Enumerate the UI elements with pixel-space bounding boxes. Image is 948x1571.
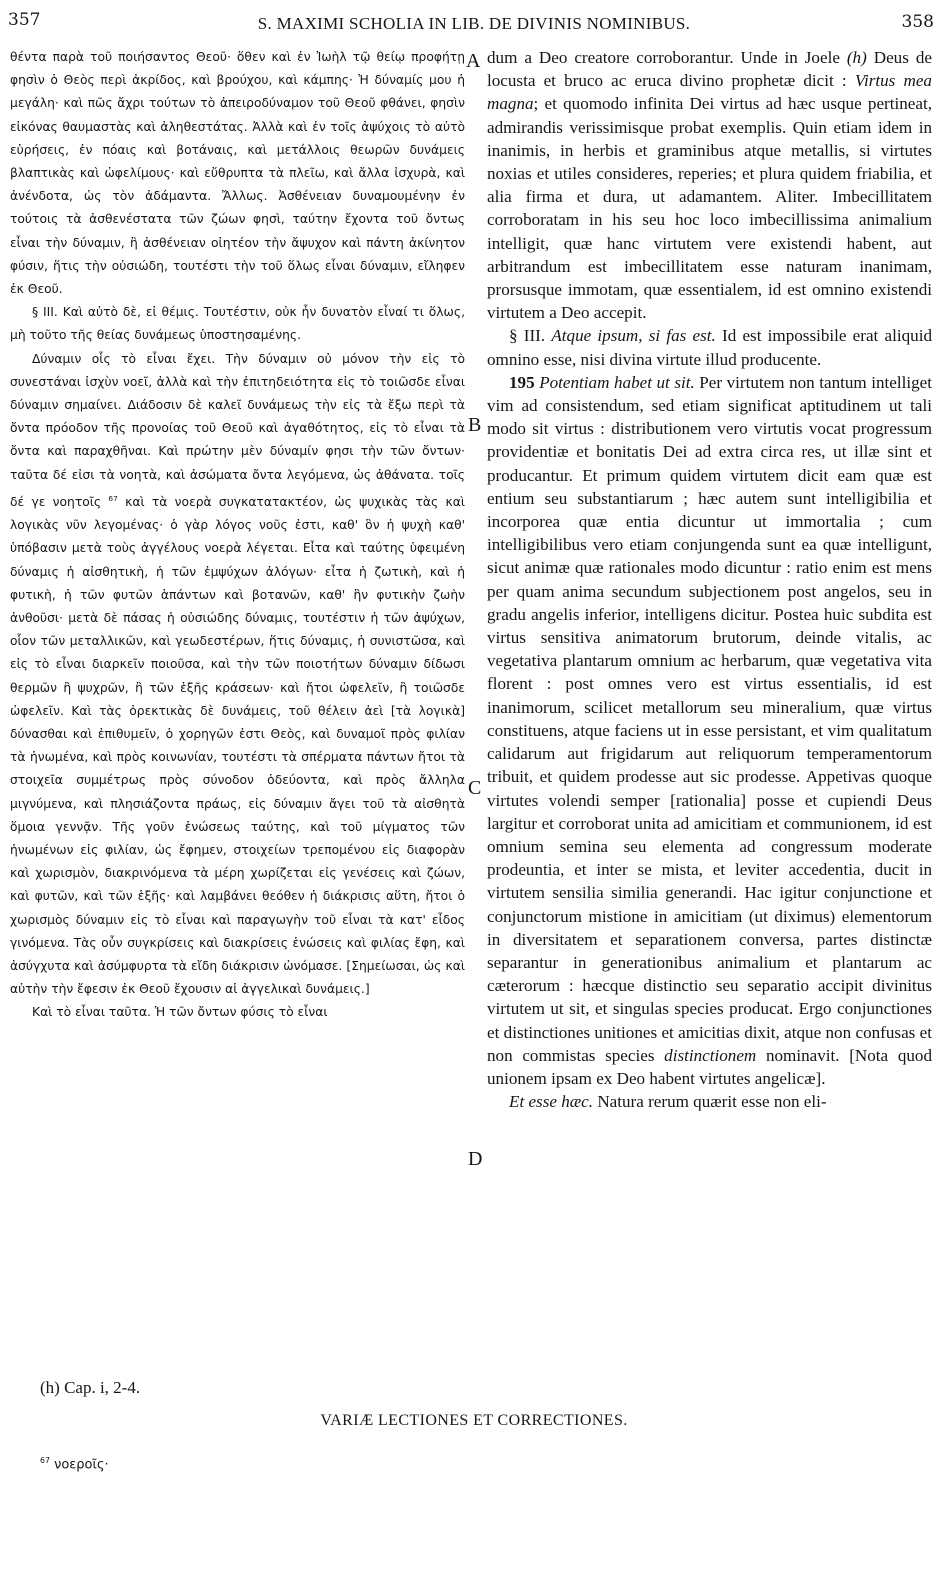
greek-section-3 bbox=[10, 301, 465, 347]
variant-reading bbox=[40, 1456, 109, 1472]
latin-paragraph bbox=[487, 46, 932, 324]
greek-section-text: Καὶ αὐτὸ δὲ, εἰ θέμις. Τουτέστιν, οὐκ ἦν δυνατὸν εἶναί τι ὅλως, μὴ τοῦτο τῆς θείας δυνάμεως ὑποστησαμένης. bbox=[10, 305, 465, 343]
greek-paragraph: θέντα παρὰ τοῦ ποιήσαντος Θεοῦ· ὅθεν καὶ ἐν Ἰωὴλ τῷ θείῳ προφήτῃ φησὶν ὁ Θεὸς περὶ ἀκρίδος, καὶ βρούχου, καὶ κάμπης· Ἡ δύναμίς μου ἡ μεγάλη· καὶ πῶς ἄχρι τούτων τὸ ἀπειροδύναμον τοῦ Θεοῦ φθάνει, φησὶν εἰκόνας θαυμαστὰς καὶ ἀληθεστάτας. Ἀλλὰ καὶ ἐν τοῖς ἀψύχοις τὸ αὐτὸ εὑρήσεις, ἐν πόαις καὶ βοτάναις, καὶ μετάλλοις θεωρῶν δυνάμεις βλαπτικὰς καὶ ὠφελίμους· καὶ εὔθρυπτα τὰ πλεῖω, καὶ ἄλλα ἰσχυρὰ, καὶ ἀνένδοτα, ὡς τὸν ἀδάμαντα. Ἄλλως. Ἀσθένειαν δυναμουμένην ἐν τούτοις τὰ ἀσθενέστατα τῶν ζώων φησὶ, ταύτην ἔχοντα τοῦ ὄντως εἶναι τὴν δύναμιν, ἢ ἀσθένειαν οἰητέον τὴν ἄψυχον καὶ πάντη ἀκίνητον φύσιν, ἥτις τὴν οὐσιώδη, τουτέστι τὴν τοῦ ὅλως εἶναι δύναμιν, εἴληφεν ἐκ Θεοῦ. bbox=[10, 50, 465, 297]
footnote-marker: 67 bbox=[108, 493, 118, 503]
footnote: (h) Cap. i, 2-4. bbox=[40, 1378, 141, 1397]
column-number: 195 bbox=[509, 372, 535, 392]
latin-text: ; et quomodo infinita Dei virtus ad hæc usque pertineat, admirandis verissimisque probat exemplis. Quin etiam idem in inanimis, in herbis et graminibus atque metallis, si virtutes noxias et utiles consideres, reperies; et plura quidem friabilia, et alia firma et dura, ut adamantem. Aliter. Imbecillitatem corroboratam in his seu hoc loco imbecillissima animalium intelligit, quæ hanc virtutem vere existendi habent, aut arbitrandum est imbecillitatem esse naturam inanimam, prorsusque immotam, quæ essentialem, id est omnino existendi virtutem a Deo accepit. bbox=[487, 94, 932, 323]
latin-lemma: Et esse hæc. bbox=[509, 1092, 594, 1112]
latin-paragraph bbox=[487, 1090, 932, 1113]
latin-reference: (h) bbox=[846, 48, 867, 67]
running-header bbox=[0, 0, 948, 36]
variant-text: νοεροῖς· bbox=[54, 1457, 109, 1473]
variant-number: 67 bbox=[40, 1456, 50, 1465]
margin-letter-b: B bbox=[468, 414, 482, 436]
latin-quote: Virtus mea magna bbox=[487, 71, 932, 114]
latin-paragraph bbox=[487, 371, 932, 1090]
latin-text: Per virtutem non tantum intelliget vim ad consistendum, sed etiam significat aptitudinem ut tali modo sit virtus : distributionem vero virtutis vocat progressum providentiæ et bonitatis Dei ad extra circa res, ut illæ sint et producantur. Et primum quidem virtutem dicit eam quæ est entium seu substantiarum ; hæc autem sunt intelligibilia et incorporea quæ entia dicuntur ut immortalia ; cum intelligibilibus vero etiam conjungenda sunt ea quæ intelligunt, sicut animæ quæ rationales modo dicuntur : ratio enim est mens per quam anima secundum subjectionem post angelos, seu in gradu angelis inferior, intelligens dicitur. Postea huic subdita est virtus sensitiva animatorum brutorum, deinde vitalis, ac vegetativa plantarum omnium ac herbarum, quæ vegetativa vita florent : post omnes vero est virtus essentialis, id est inanimorum, scilicet metallorum seu mineralium, quæ virtus constituens, atque faciens ut in esse persistant, et vim qualitatum calidarum aut frigidarum aut reliquorum temperamentorum tribuit, et quidem prodesse aut sic prodesse. Appetivas quoque virtutes volendi semper [rationalia] posse et cupiendi Deus largitur et corroborat unita ad amicitiam et communionem, id est omnium semina seu elementa ad congressum moderate prodeuntia, et inter se mista, et leviter accedentia, ducit in virtutem sensilia similia generandi. Hac igitur conjunctione et conjunctorum mistione in amicitiam (ut diximus) elementorum in diversitatem et separationem conversa, partes distinctæ separantur in generationibus animalium et plantarum ac cæterorum : hæcque distinctio seu separatio accipit divinitus virtutem ut sit, et singulas species producat. Ergo conjunctiones et distinctiones unitiones et amicitias dixit, atque non confusas et non commistas species bbox=[487, 372, 933, 1065]
variae-lectiones-heading: VARIÆ LECTIONES ET CORRECTIONES. bbox=[320, 1412, 628, 1429]
running-head-title: S. MAXIMI SCHOLIA IN LIB. DE DIVINIS NOMINIBUS. bbox=[257, 14, 691, 33]
margin-letter-d: D bbox=[468, 1148, 483, 1170]
margin-letter-a: A bbox=[466, 50, 481, 72]
latin-lemma: Potentiam habet ut sit. bbox=[539, 372, 695, 392]
latin-text: nominavit. [Nota quod unionem ipsam ex Deo habent virtutes angelicæ]. bbox=[487, 1045, 933, 1088]
margin-letter-c: C bbox=[468, 777, 482, 799]
latin-italic-word: distinctionem bbox=[664, 1045, 757, 1065]
greek-text: Δύναμιν οἷς τὸ εἶναι ἔχει. Τὴν δύναμιν οὐ μόνον τὴν εἰς τὸ συνεστάναι ἰσχὺν νοεῖ, ἀλλὰ καὶ τὴν ἐπιτηδειότητα εἰς τὸ τοιῶσδε εἶναι δύναμιν σημαίνει. Διάδοσιν δὲ καλεῖ δυνάμεως τὴν εἰς τὰ ἔξω περὶ τὰ ὄντα πρόοδον τῆς προνοίας τοῦ Θεοῦ καὶ ἀγαθότητος, εἰς τὸ εἶναι τὰ ὄντα καὶ παραχθῆναι. Καὶ πρώτην μὲν δύναμίν φησι τὴν τῶν ὄντων· ταῦτα δέ εἰσι τὰ νοητὰ, καὶ ἀσώματα ὄντα λεγόμενα, ὡς ἀθάνατα. τοῖς δέ γε νοητοῖς bbox=[10, 351, 465, 509]
greek-section-number: § III. bbox=[32, 305, 58, 320]
page-number-left: 357 bbox=[8, 10, 41, 30]
greek-paragraph: Καὶ τὸ εἶναι ταῦτα. Ἡ τῶν ὄντων φύσις τὸ εἶναι bbox=[32, 1005, 328, 1020]
latin-text: Deus de locusta et bruco ac eruca divino prophetæ dicit : bbox=[487, 48, 932, 91]
latin-column bbox=[487, 46, 932, 1113]
greek-paragraph bbox=[10, 348, 465, 1002]
latin-section-number: § III. bbox=[509, 326, 546, 346]
latin-lemma: Atque ipsum, si fas est. bbox=[551, 326, 716, 346]
latin-text: Natura rerum quærit esse non eli- bbox=[597, 1092, 827, 1112]
greek-text: καὶ τὰ νοερὰ συγκατατακτέον, ὡς ψυχικὰς τὰς καὶ λογικὰς νῦν λεγομένας· ὁ γὰρ λόγος νοῦς ἐστι, καθ' ὃν ἡ ψυχὴ καθ' ὑπόβασιν μετὰ τοὺς ἀγγέλους νοερὰ λέγεται. Εἶτα καὶ ταύτης ὑφειμένη δύναμις ἡ αἰσθητικὴ, ἡ τῶν ἐμψύχων ἀλόγων· εἶτα ἡ ζωτικὴ, καὶ ἡ φυτικὴ, ἡ τῶν φυτῶν ἁπάντων καὶ βοτανῶν, καθ' ἣν φυτικὴν ζωὴν ἀνθοῦσι· μετὰ δὲ πάσας ἡ οὐσιώδης δύναμις, τουτέστιν ἡ τῶν ἀψύχων, οἷον τῶν μεταλλικῶν, καὶ γεωδεστέρων, ἥτις δύναμις, ἡ συνιστῶσα, καὶ εἰς τὸ εἶναι διαρκεῖν ποιοῦσα, καὶ τὴν τῶν ποιοτήτων δύναμιν δίδωσι θερμῶν ἢ ψυχρῶν, ἢ τῶν ἑξῆς κράσεων· καὶ ἤτοι ὠφελεῖν, ἢ τοιῶσδε ὠφελεῖν. Καὶ τὰς ὀρεκτικὰς δὲ δυνάμεις, τοῦ θέλειν ἀεὶ [τὰ λογικὰ] δύνασθαι καὶ ἐπιθυμεῖν, ὁ χορηγῶν ἐστι Θεὸς, καὶ δυναμοῖ πρὸς φιλίαν τὰ ἡνωμένα, καὶ πρὸς κοινωνίαν, τουτέστι τὰ σπέρματα πάντων ἤτοι τὰ στοιχεῖα συμμέτρως πρὸς σύνοδον ὁδεύοντα, καὶ πρὸς ἄλληλα μιγνύμενα, καὶ πλησιάζοντα πράως, εἰς δύναμιν ἄγει τοῦ τὰ αἰσθητὰ ὅμοια γεννᾷν. Τῆς γοῦν ἑνώσεως ταύτης, καὶ τοῦ μίγματος τῶν ἡνωμένων εἰς φιλίαν, ὡς ἔφημεν, στοιχείων τρεπομένου εἰς διαφορὰν καὶ χωρισμὸν, διακρινόμενα τὰ μέρη χωρίζεται εἰς γενέσεις καὶ ζώων, καὶ φυτῶν, καὶ τῶν ἑξῆς· καὶ λαμβάνει θεόθεν ἡ διάκρισις αὕτη, ἤτοι ὁ χωρισμὸς δύναμιν εἰς τὸ εἶναι καὶ παραγωγὴν τοῦ εἶναι τὰ κατ' εἶδος γινόμενα. Τὰς οὖν συγκρίσεις καὶ διακρίσεις ἑνώσεις καὶ φιλίας ἔφη, καὶ ἀσύγχυτα καὶ ἀσύμφυρτα τὰ εἴδη διάκρισιν ὠνόμασε. [Σημείωσαι, ὡς καὶ αὐτὴν τὴν ἔφεσιν ἐκ Θεοῦ ἔχουσιν αἱ ἀγγελικαὶ δυνάμεις.] bbox=[10, 494, 465, 997]
latin-section-3 bbox=[487, 324, 932, 370]
latin-text: Id est impossibile erat aliquid omnino esse, nisi divina virtute illud producente. bbox=[487, 326, 932, 369]
greek-column bbox=[10, 46, 465, 1025]
latin-text: dum a Deo creatore corroborantur. Unde in Joele bbox=[487, 48, 840, 67]
page-number-right: 358 bbox=[901, 12, 934, 32]
